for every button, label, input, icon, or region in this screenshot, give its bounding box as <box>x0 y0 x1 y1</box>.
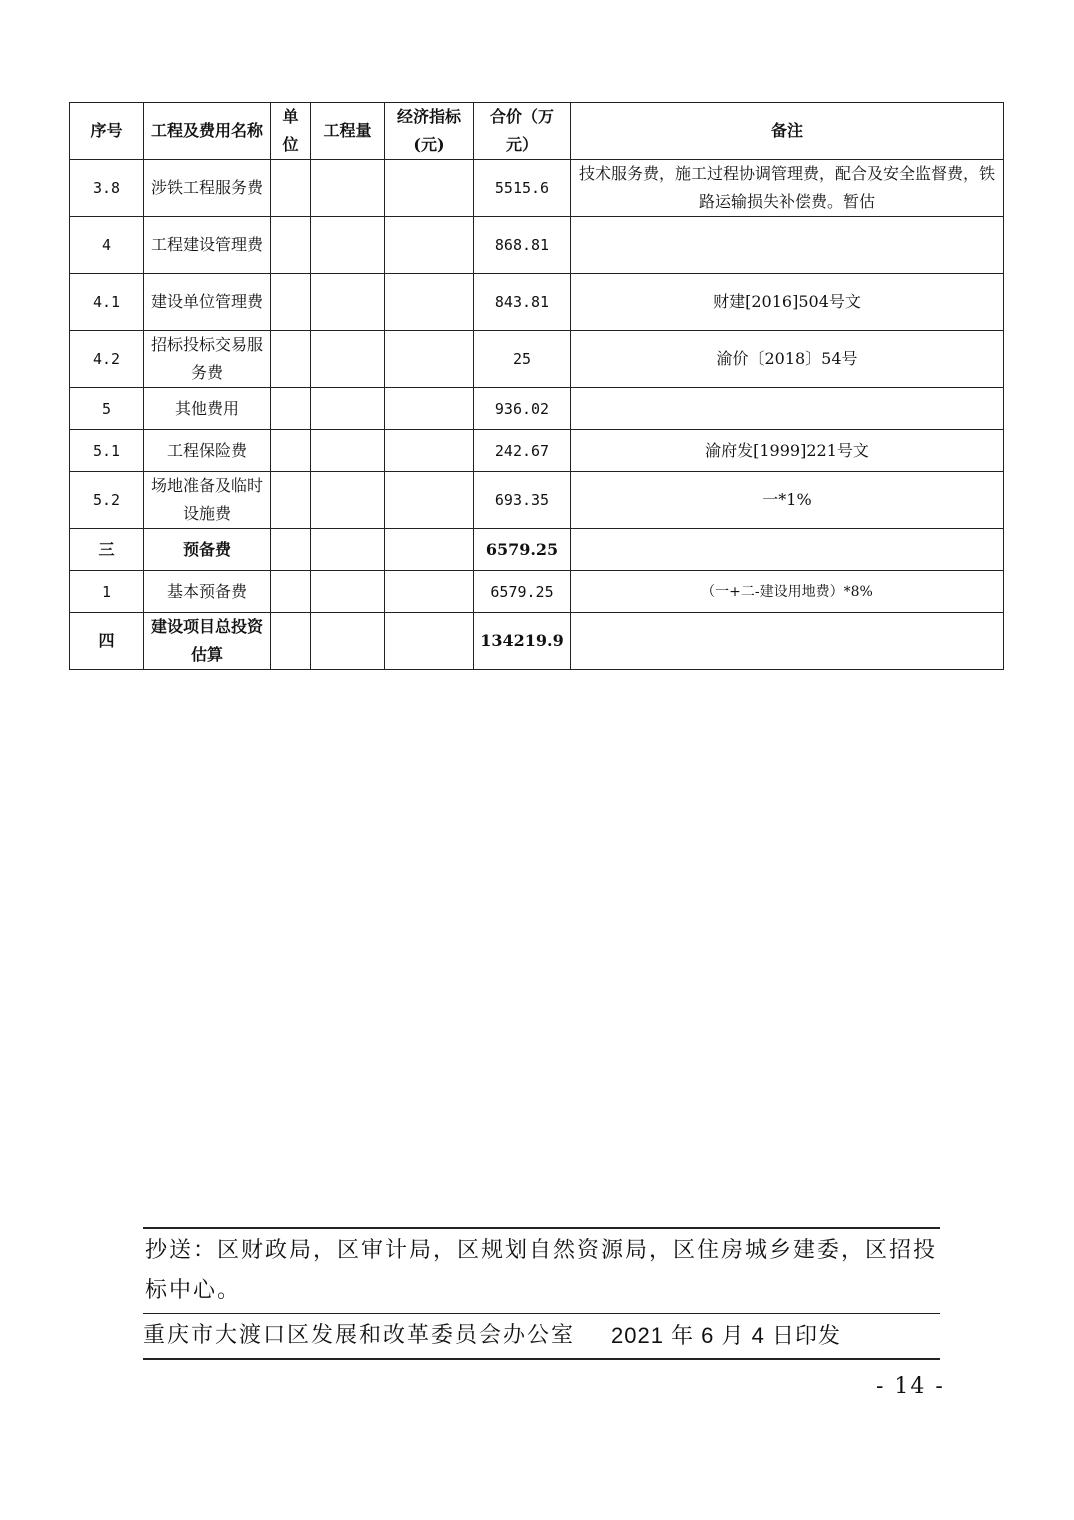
table-row <box>70 388 1004 430</box>
table-row <box>70 529 1004 571</box>
cell-quantity <box>311 571 385 613</box>
cell-remark: 一*1% <box>571 472 1004 529</box>
cell-unit <box>271 274 311 331</box>
table-row <box>70 160 1004 217</box>
cell-total: 936.02 <box>474 388 571 430</box>
table-row <box>70 430 1004 472</box>
cell-total: 6579.25 <box>474 529 571 571</box>
footer-bottom-rule <box>143 1358 940 1360</box>
cell-quantity <box>311 160 385 217</box>
cell-quantity <box>311 274 385 331</box>
print-line <box>143 1314 940 1358</box>
budget-table <box>69 102 1004 670</box>
cell-total: 242.67 <box>474 430 571 472</box>
cell-unit <box>271 529 311 571</box>
cell-indicator <box>385 274 474 331</box>
header-index: 序号 <box>70 103 144 160</box>
header-remark: 备注 <box>571 103 1004 160</box>
cell-name: 预备费 <box>144 529 271 571</box>
cell-indicator <box>385 160 474 217</box>
cell-remark <box>571 388 1004 430</box>
header-indicator: 经济指标(元) <box>385 103 474 160</box>
cell-index: 1 <box>70 571 144 613</box>
cell-unit <box>271 331 311 388</box>
document-footer <box>143 1227 940 1360</box>
cc-list: 抄送：区财政局，区审计局，区规划自然资源局，区住房城乡建委，区招投标中心。 <box>145 1238 938 1303</box>
cell-remark <box>571 529 1004 571</box>
cell-indicator <box>385 331 474 388</box>
cell-index: 四 <box>70 613 144 670</box>
cell-total: 5515.6 <box>474 160 571 217</box>
cell-index: 5 <box>70 388 144 430</box>
cell-total: 868.81 <box>474 217 571 274</box>
cell-indicator <box>385 217 474 274</box>
table-row <box>70 274 1004 331</box>
cell-name: 工程保险费 <box>144 430 271 472</box>
cell-name: 招标投标交易服务费 <box>144 331 271 388</box>
cell-quantity <box>311 529 385 571</box>
table-header-row <box>70 103 1004 160</box>
cell-indicator <box>385 388 474 430</box>
cell-name: 工程建设管理费 <box>144 217 271 274</box>
cell-index: 三 <box>70 529 144 571</box>
cell-index: 3.8 <box>70 160 144 217</box>
cell-quantity <box>311 331 385 388</box>
cell-total: 693.35 <box>474 472 571 529</box>
header-total: 合价（万元） <box>474 103 571 160</box>
cell-index: 4.2 <box>70 331 144 388</box>
cell-quantity <box>311 472 385 529</box>
cell-name: 涉铁工程服务费 <box>144 160 271 217</box>
cell-unit <box>271 388 311 430</box>
cell-unit <box>271 430 311 472</box>
cell-remark: （一+二-建设用地费）*8% <box>571 571 1004 613</box>
cell-quantity <box>311 217 385 274</box>
cell-quantity <box>311 613 385 670</box>
cell-total: 6579.25 <box>474 571 571 613</box>
cell-name: 建设单位管理费 <box>144 274 271 331</box>
cell-remark: 财建[2016]504号文 <box>571 274 1004 331</box>
cell-indicator <box>385 430 474 472</box>
cell-indicator <box>385 472 474 529</box>
header-unit: 单位 <box>271 103 311 160</box>
cell-total: 843.81 <box>474 274 571 331</box>
cell-indicator <box>385 529 474 571</box>
page-number: - 14 - <box>876 1374 945 1399</box>
table-row <box>70 472 1004 529</box>
cell-unit <box>271 613 311 670</box>
issuing-office: 重庆市大渡口区发展和改革委员会办公室 <box>143 1323 576 1348</box>
cell-unit <box>271 217 311 274</box>
cell-remark <box>571 613 1004 670</box>
cell-remark: 技术服务费，施工过程协调管理费，配合及安全监督费，铁路运输损失补偿费。暂估 <box>571 160 1004 217</box>
print-date: 2021 年 6 月 4 日印发 <box>611 1323 841 1348</box>
header-quantity: 工程量 <box>311 103 385 160</box>
cell-total: 25 <box>474 331 571 388</box>
cell-index: 5.2 <box>70 472 144 529</box>
cell-unit <box>271 472 311 529</box>
cell-index: 4.1 <box>70 274 144 331</box>
cell-unit <box>271 160 311 217</box>
cell-indicator <box>385 571 474 613</box>
table-row <box>70 571 1004 613</box>
cell-name: 其他费用 <box>144 388 271 430</box>
cell-index: 5.1 <box>70 430 144 472</box>
cell-index: 4 <box>70 217 144 274</box>
table-row <box>70 613 1004 670</box>
header-name: 工程及费用名称 <box>144 103 271 160</box>
cell-remark <box>571 217 1004 274</box>
cell-total: 134219.9 <box>474 613 571 670</box>
cell-name: 基本预备费 <box>144 571 271 613</box>
cell-remark: 渝府发[1999]221号文 <box>571 430 1004 472</box>
cell-unit <box>271 571 311 613</box>
cell-quantity <box>311 430 385 472</box>
table-row <box>70 331 1004 388</box>
cell-quantity <box>311 388 385 430</box>
cell-name: 建设项目总投资估算 <box>144 613 271 670</box>
table-row <box>70 217 1004 274</box>
cell-name: 场地准备及临时设施费 <box>144 472 271 529</box>
cell-indicator <box>385 613 474 670</box>
cell-remark: 渝价〔2018〕54号 <box>571 331 1004 388</box>
